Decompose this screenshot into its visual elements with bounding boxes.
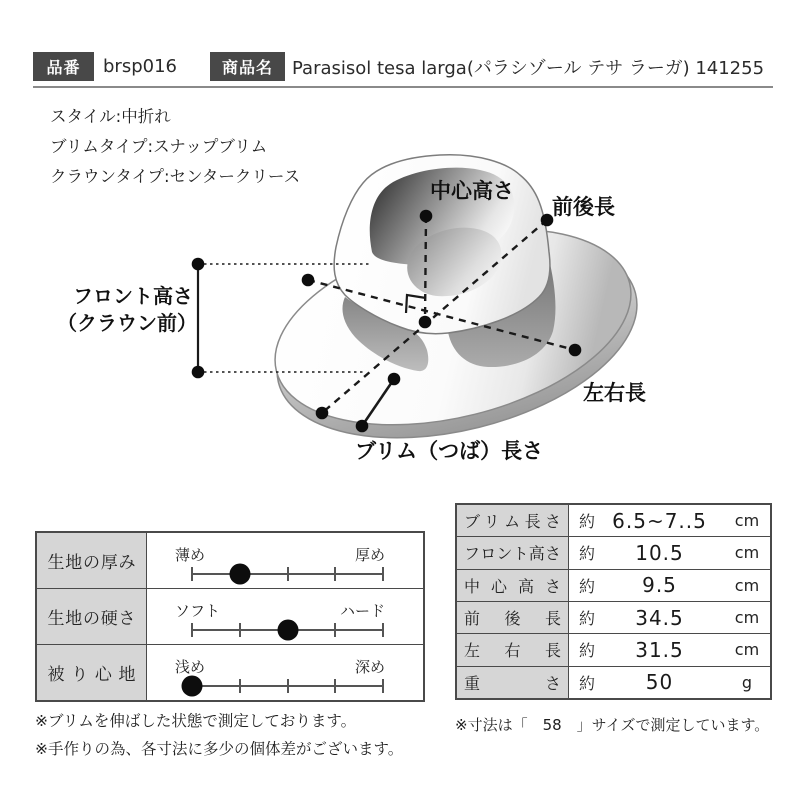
slider-tick [382, 567, 384, 581]
measurement-row [457, 505, 770, 536]
fabric-row-header [37, 645, 147, 700]
slider-tick [191, 567, 193, 581]
measurement-number: 10.5 [635, 540, 684, 565]
measurement-row-label: フロント高さ [464, 544, 561, 564]
brim-length-label: ブリム（つば）長さ [355, 439, 544, 463]
measurement-unit: cm [734, 543, 760, 563]
slider-tick [287, 679, 289, 693]
measurement-unit: cm [734, 640, 760, 660]
measurement-row [457, 666, 770, 698]
measurement-table [455, 503, 772, 700]
measurement-row-label: 重さ [464, 673, 561, 693]
center-height-label: 中心高さ [430, 179, 514, 203]
measurement-row-header [457, 570, 569, 601]
slider-tick [191, 623, 193, 637]
fabric-row [37, 644, 423, 700]
measurement-approx: 約 [579, 673, 596, 693]
footnote-handmade: ※手作りの為、各寸法に多少の個体差がございます。 [35, 740, 404, 758]
slider-max-label: ハード [339, 602, 385, 620]
measurement-row-label: 中心高さ [464, 576, 561, 596]
slider-dot [229, 564, 250, 585]
fabric-row-header [37, 589, 147, 644]
measurement-row-header [457, 537, 569, 568]
measurement-row-label: 左右長 [464, 641, 561, 661]
slider-tick [334, 623, 336, 637]
measurement-unit: cm [734, 575, 760, 595]
measurement-row-value [569, 602, 770, 633]
measurement-number: 6.5~7..5 [612, 508, 707, 533]
footnote-size: ※寸法は「 58 」サイズで測定しています。 [455, 716, 770, 734]
measurement-approx: 約 [579, 512, 596, 532]
front-height-bottom-dot [192, 366, 205, 379]
measurement-unit: g [741, 672, 753, 692]
center-height-top-dot [420, 210, 433, 223]
left-right-label: 左右長 [583, 381, 646, 405]
spec-crown-type: クラウンタイプ:センタークリース [50, 167, 301, 186]
fabric-slider [147, 533, 423, 588]
fabric-table [35, 531, 425, 702]
measurement-row-header [457, 634, 569, 665]
fabric-row-header [37, 533, 147, 588]
brim-inner-dot [388, 373, 401, 386]
measurement-approx: 約 [579, 641, 596, 661]
part-number-label-box: 品番 [33, 52, 94, 81]
measurement-row-header [457, 602, 569, 633]
fabric-slider [147, 589, 423, 644]
fabric-row-label: 被り心地 [47, 665, 136, 685]
fabric-row [37, 533, 423, 588]
measurement-row [457, 633, 770, 665]
fabric-row-label: 生地の厚み [47, 553, 136, 573]
measurement-row-value [569, 505, 770, 536]
measurement-row-value [569, 667, 770, 698]
measurement-approx: 約 [579, 544, 596, 564]
hat-measurement-diagram [0, 130, 800, 480]
measurement-row-header [457, 505, 569, 536]
spec-brim-type: ブリムタイプ:スナップブリム [50, 137, 268, 156]
product-name-value: Parasisol tesa larga(パラシゾール テサ ラーガ) 141255 [292, 57, 765, 79]
measurement-unit: cm [734, 608, 760, 628]
front-height-label-line2: （クラウン前） [57, 311, 197, 335]
header-divider [33, 86, 773, 88]
spec-style: スタイル:中折れ [50, 107, 171, 126]
product-name-label-box: 商品名 [210, 52, 285, 81]
slider-track [192, 685, 383, 687]
slider-tick [334, 567, 336, 581]
slider-tick [382, 623, 384, 637]
measurement-number: 9.5 [642, 573, 677, 598]
slider-tick [382, 679, 384, 693]
fabric-row-label: 生地の硬さ [47, 609, 136, 629]
measurement-row [457, 569, 770, 601]
measurement-row-value [569, 537, 770, 568]
crown-center-dot [419, 316, 432, 329]
slider-tick [287, 567, 289, 581]
front-back-label: 前後長 [552, 195, 615, 219]
slider-tick [334, 679, 336, 693]
footnotes-left [35, 707, 403, 763]
slider-max-label: 厚め [354, 546, 385, 564]
right-side-dot [569, 344, 582, 357]
measurement-row-value [569, 634, 770, 665]
measurement-row-value [569, 570, 770, 601]
measurement-number: 31.5 [635, 637, 684, 662]
part-number-value: brsp016 [103, 56, 177, 77]
slider-max-label: 深め [354, 658, 385, 676]
slider-min-label: 薄め [175, 546, 206, 564]
measurement-row-label: 前後長 [464, 609, 561, 629]
front-brim-dot [316, 407, 329, 420]
left-side-dot [302, 274, 315, 287]
measurement-row [457, 601, 770, 633]
measurement-row-header [457, 667, 569, 698]
slider-dot [277, 620, 298, 641]
measurement-approx: 約 [579, 576, 596, 596]
slider-min-label: ソフト [175, 602, 221, 620]
measurement-unit: cm [734, 511, 760, 531]
measurement-number: 34.5 [635, 605, 684, 630]
front-height-top-dot [192, 258, 205, 271]
slider-tick [239, 679, 241, 693]
measurement-row-label: ブリム長さ [464, 512, 561, 532]
slider-dot [182, 676, 203, 697]
footnote-brim: ※ブリムを伸ばした状態で測定しております。 [35, 712, 357, 730]
slider-track [192, 629, 383, 631]
slider-track [192, 573, 383, 575]
brim-edge-dot [356, 420, 369, 433]
measurement-number: 50 [645, 670, 674, 695]
fabric-row [37, 588, 423, 644]
measurement-row [457, 536, 770, 568]
fabric-slider [147, 645, 423, 700]
measurement-approx: 約 [579, 609, 596, 629]
front-height-label-line1: フロント高さ [73, 284, 193, 308]
slider-min-label: 浅め [175, 658, 206, 676]
slider-tick [239, 623, 241, 637]
